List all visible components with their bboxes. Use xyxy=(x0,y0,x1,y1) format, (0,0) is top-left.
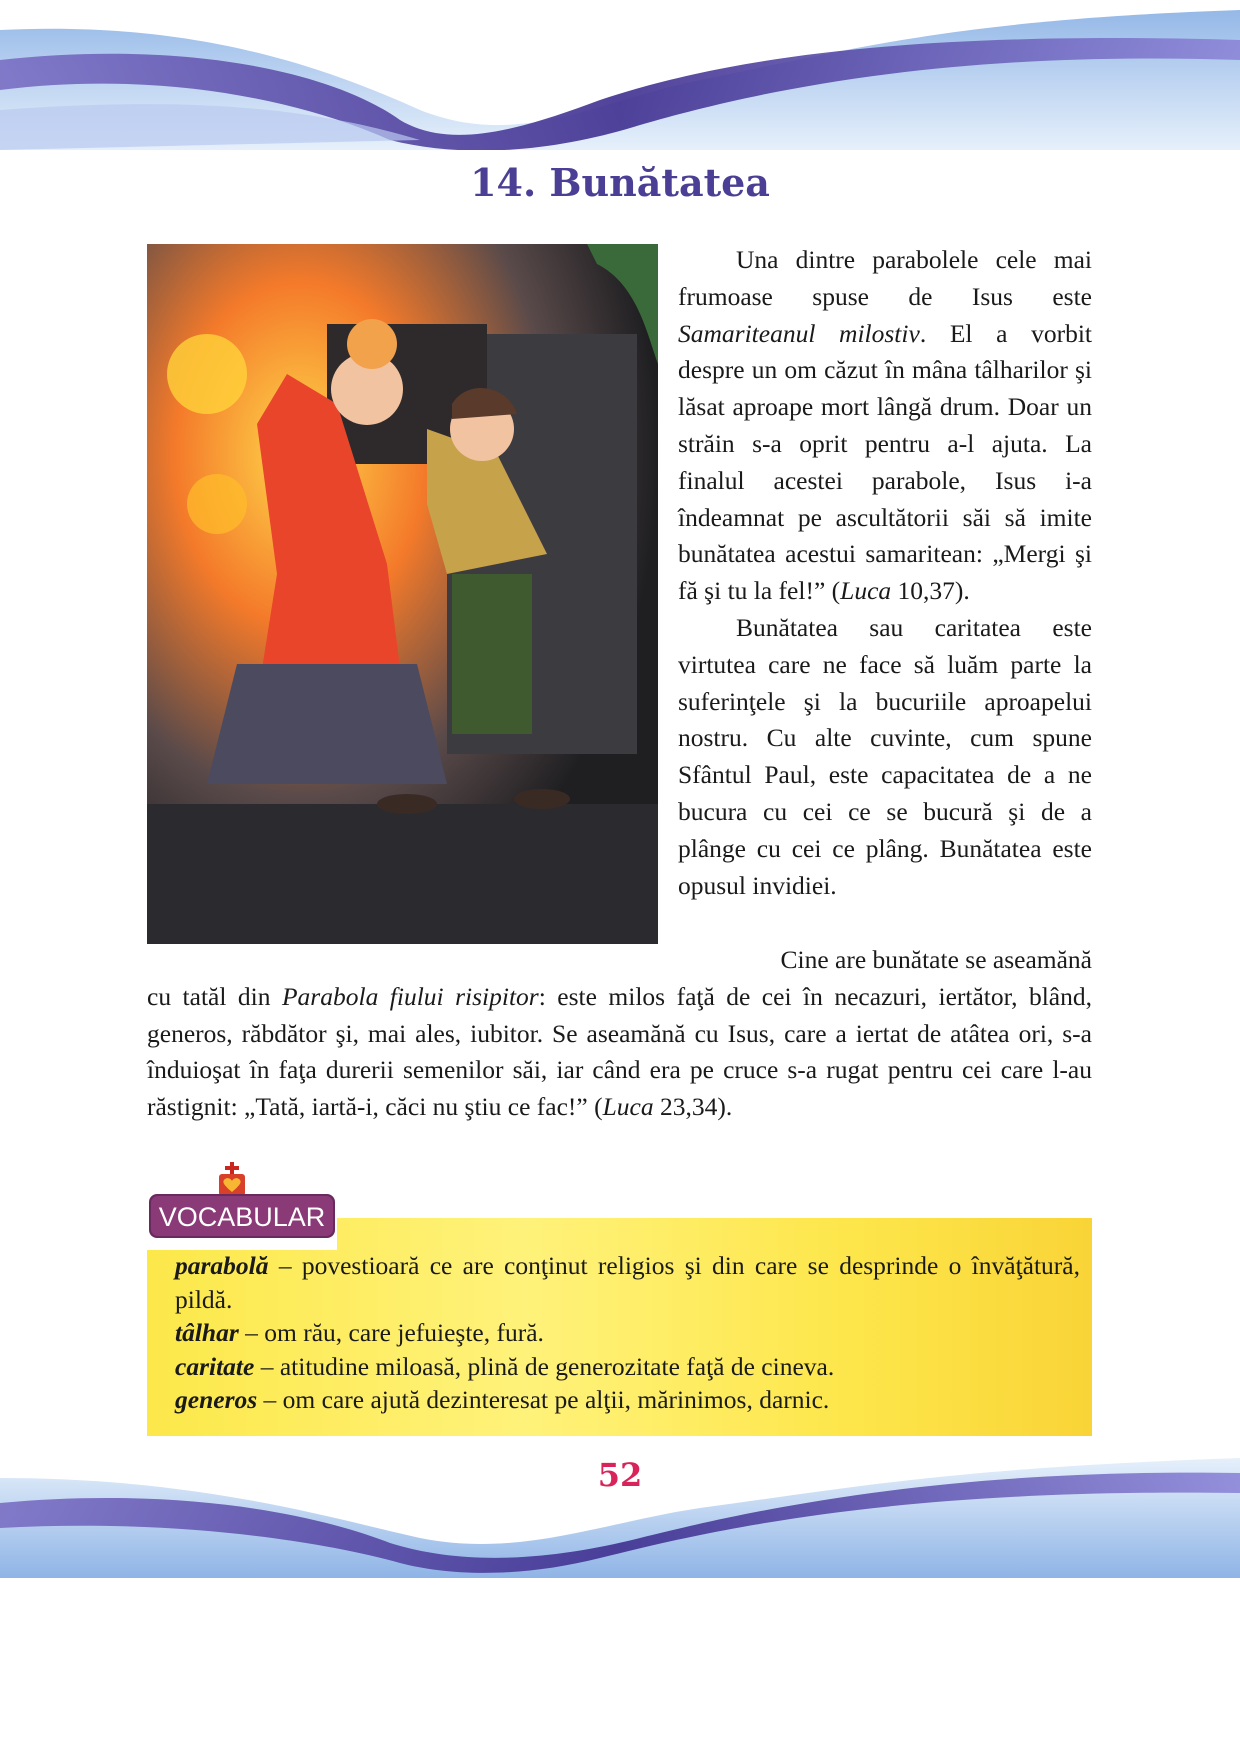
paragraph-2: Bunătatea sau caritatea este virtutea care ne face să luăm parte la suferinţele şi la bucuriile aproapelui nostru. Cu alte cuvinte, cum spune Sfântul Paul, este capacitatea de a ne bucura cu cei ce se bucură şi de a plânge cu cei ce plâng. Bunătatea este opusul invidiei. xyxy=(678,612,1092,900)
p3-text-a: cu tatăl din xyxy=(147,981,282,1011)
header-wave xyxy=(0,0,1240,160)
p3-ref-book: Luca xyxy=(602,1092,654,1122)
vocab-term: generos xyxy=(175,1385,258,1414)
vocabulary-label: VOCABULAR xyxy=(158,1202,326,1232)
vocab-definition: – om care ajută dezinteresat pe alţii, mărinimos, darnic. xyxy=(257,1385,830,1414)
vocab-entry xyxy=(175,1316,1080,1350)
p1-ref-book: Luca xyxy=(840,576,892,606)
vocab-entry xyxy=(175,1383,1080,1417)
vocab-term: parabolă xyxy=(175,1251,269,1280)
page-title: 14. Bunătatea xyxy=(470,160,770,205)
full-width-paragraph xyxy=(147,942,1092,1126)
parable-title-samaritan: Samariteanul milostiv xyxy=(678,318,920,348)
vocab-definition: – om rău, care jefuieşte, fură. xyxy=(238,1318,544,1347)
kindness-illustration xyxy=(147,244,658,944)
vocabulary-badge xyxy=(147,1160,337,1250)
vocab-entry xyxy=(175,1249,1080,1316)
paragraph-3 xyxy=(147,979,1092,1126)
p1-text-a: Una dintre parabolele cele mai frumoase spuse de Isus este xyxy=(678,245,1092,311)
parable-title-prodigal: Parabola fiului risipitor xyxy=(281,981,539,1011)
right-column xyxy=(678,242,1092,904)
vocab-definition: – atitudine miloasă, plină de generozitate faţă de cineva. xyxy=(254,1351,835,1381)
p3-first-line: Cine are bunătate se aseamănă xyxy=(780,945,1092,974)
vocabulary-entries xyxy=(175,1249,1080,1417)
p3-text-b: : este milos faţă de cei în necazuri, iertător, blând, generos, răbdător şi, mai ales, iubitor. Se aseamănă cu Isus, care a iertat de atâtea ori, s-a înduioşat în faţa durerii semenilor săi, iar când era pe cruce s-a rugat pentru cei care l-au răstignit: „Tată, iartă-i, căci nu ştiu ce fac!” ( xyxy=(147,981,1092,1122)
vocab-term: caritate xyxy=(175,1351,255,1381)
p1-text-b: . El a vorbit despre un om căzut în mâna tâlharilor şi lăsat aproape mort lângă drum. Doar un străin s-a oprit pentru a-l ajuta. La finalul acestei parabole, Isus i-a îndeamnat pe ascultătorii săi să imite bunătatea acestui samaritean: „Mergi şi fă şi tu la fel!” ( xyxy=(678,318,1092,606)
p3-ref: 23,34). xyxy=(653,1092,733,1122)
vocab-term: tâlhar xyxy=(175,1318,239,1347)
p1-ref: 10,37). xyxy=(891,576,970,606)
vocab-entry xyxy=(175,1350,1080,1384)
vocab-definition: – povestioară ce are conţinut religios şi din care se desprinde o învăţătură, pildă. xyxy=(175,1251,1080,1314)
page-number: 52 xyxy=(597,1456,643,1494)
paragraph-1 xyxy=(678,242,1092,610)
